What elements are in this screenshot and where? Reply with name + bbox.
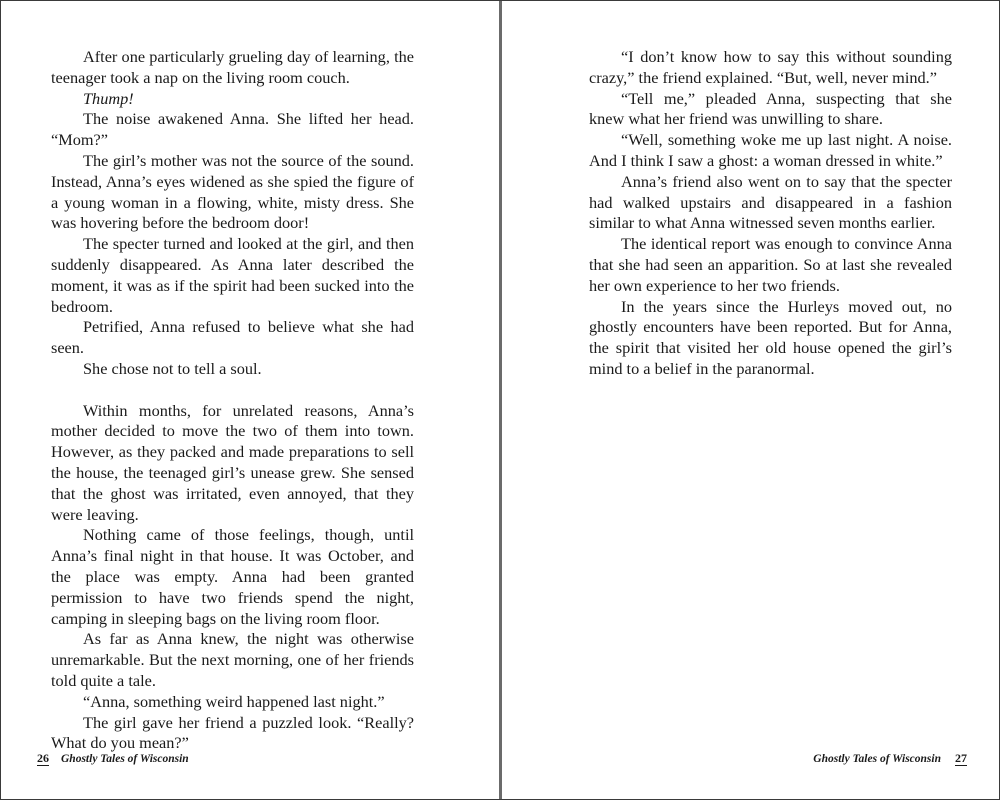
paragraph: The noise awakened Anna. She lifted her head. “Mom?” — [51, 109, 414, 150]
right-page — [502, 1, 999, 799]
paragraph-exclamation: Thump! — [83, 88, 134, 108]
right-page-body — [589, 47, 952, 380]
left-page-body — [51, 47, 414, 754]
left-page — [1, 1, 499, 799]
page-number: 26 — [37, 751, 49, 765]
running-title: Ghostly Tales of Wisconsin — [61, 753, 189, 765]
paragraph: Petrified, Anna refused to believe what she had seen. — [51, 317, 414, 358]
running-title: Ghostly Tales of Wisconsin — [813, 753, 941, 765]
paragraph: The girl’s mother was not the source of the sound. Instead, Anna’s eyes widened as she spied the figure of a young woman in a flowing, white, misty dress. She was hovering before the bedroom door! — [51, 150, 414, 233]
paragraph: Anna’s friend also went on to say that the specter had walked upstairs and disappeared in a fashion similar to what Anna witnessed seven months earlier. — [589, 171, 952, 233]
right-page-footer — [813, 751, 967, 766]
paragraph: “Tell me,” pleaded Anna, suspecting that she knew what her friend was unwilling to share. — [589, 88, 952, 129]
left-page-footer — [37, 751, 189, 766]
paragraph: The specter turned and looked at the girl, and then suddenly disappeared. As Anna later described the moment, it was as if the spirit had been sucked into the bedroom. — [51, 234, 414, 316]
paragraph: The identical report was enough to convince Anna that she had seen an apparition. So at last she revealed her own experience to her two friends. — [589, 234, 952, 295]
paragraph: As far as Anna knew, the night was otherwise unremarkable. But the next morning, one of her friends told quite a tale. — [51, 629, 414, 690]
paragraph: In the years since the Hurleys moved out, no ghostly encounters have been reported. But for Anna, the spirit that visited her old house opened the girl’s mind to a belief in the paranormal. — [589, 296, 952, 378]
page-number: 27 — [955, 751, 967, 765]
paragraph: She chose not to tell a soul. — [83, 358, 262, 378]
paragraph: The girl gave her friend a puzzled look. “Really? What do you mean?” — [51, 712, 414, 753]
paragraph: “I don’t know how to say this without sounding crazy,” the friend explained. “But, well, never mind.” — [589, 47, 952, 87]
paragraph-section-start: Within months, for unrelated reasons, Anna’s mother decided to move the two of them into town. However, as they packed and made preparations to sell the house, the teenaged girl’s unease grew. She sensed that the ghost was irritated, even annoyed, that they were leaving. — [51, 400, 414, 524]
paragraph: After one particularly grueling day of learning, the teenager took a nap on the living room couch. — [51, 47, 414, 87]
paragraph: “Anna, something weird happened last night.” — [83, 691, 385, 711]
paragraph: Nothing came of those feelings, though, until Anna’s final night in that house. It was October, and the place was empty. Anna had been granted permission to have two friends spend the night, camping in sleeping bags on the living room floor. — [51, 525, 414, 628]
paragraph: “Well, something woke me up last night. A noise. And I think I saw a ghost: a woman dressed in white.” — [589, 130, 952, 170]
